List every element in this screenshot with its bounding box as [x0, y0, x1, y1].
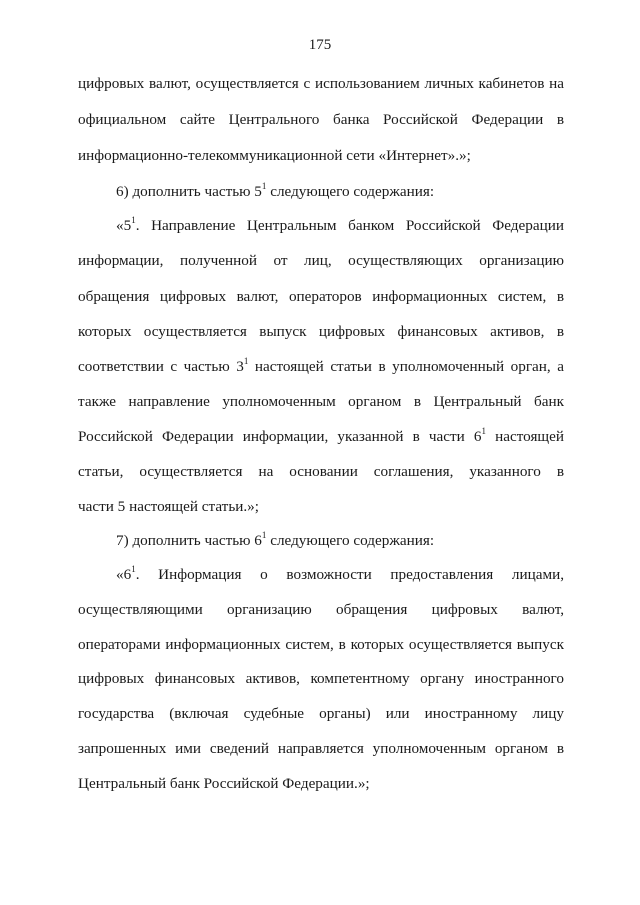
text-span: 6) дополнить частью 5	[116, 183, 262, 200]
text-span: соответствии с частью 3	[78, 358, 244, 375]
text-span: настоящей	[486, 428, 564, 445]
text-span: настоящей статьи в уполномоченный орган, а	[248, 358, 564, 375]
text-span: . Информация о возможности предоставления лицами,	[135, 566, 564, 583]
text-line: обращения цифровых валют, операторов информационных систем, в	[78, 288, 564, 305]
text-line: информационно-телекоммуникационной сети «Интернет».»;	[78, 147, 471, 164]
text-line	[116, 216, 564, 236]
text-span: «6	[116, 566, 132, 583]
superscript: 1	[261, 529, 267, 540]
text-line: операторами информационных систем, в которых осуществляется выпуск	[78, 636, 564, 653]
text-line: Центральный банк Российской Федерации.»;	[78, 775, 370, 792]
text-span: 7) дополнить частью 6	[116, 532, 262, 549]
text-line	[116, 565, 564, 585]
text-span: следующего содержания:	[266, 183, 435, 200]
superscript: 1	[131, 214, 136, 225]
superscript: 1	[481, 425, 486, 436]
paragraph-heading	[116, 531, 564, 551]
superscript: 1	[243, 355, 249, 366]
text-line: государства (включая судебные органы) или иностранному лицу	[78, 705, 564, 722]
text-line	[78, 427, 564, 447]
text-line: цифровых валют, осуществляется с использованием личных кабинетов на	[78, 75, 564, 92]
text-span: Российской Федерации информации, указанной в части 6	[78, 428, 482, 445]
superscript: 1	[261, 180, 267, 191]
text-line: также направление уполномоченным органом в Центральный банк	[78, 393, 564, 410]
text-line: цифровых финансовых активов, компетентному органу иностранного	[78, 670, 564, 687]
text-span: следующего содержания:	[266, 532, 435, 549]
page-number: 175	[308, 37, 332, 53]
text-line: части 5 настоящей статьи.»;	[78, 498, 259, 515]
text-line: официальном сайте Центрального банка Российской Федерации в	[78, 111, 564, 128]
paragraph-heading	[116, 182, 564, 202]
text-span: . Направление Центральным банком Российской Федерации	[135, 217, 564, 234]
text-line: статьи, осуществляется на основании соглашения, указанного в	[78, 463, 564, 480]
text-line	[78, 357, 564, 377]
text-span: «5	[116, 217, 132, 234]
text-line: запрошенных ими сведений направляется уполномоченным органом в	[78, 740, 564, 757]
superscript: 1	[131, 563, 136, 574]
text-line: осуществляющими организацию обращения цифровых валют,	[78, 601, 564, 618]
text-line: которых осуществляется выпуск цифровых финансовых активов, в	[78, 323, 564, 340]
text-line: информации, полученной от лиц, осуществляющих организацию	[78, 252, 564, 269]
